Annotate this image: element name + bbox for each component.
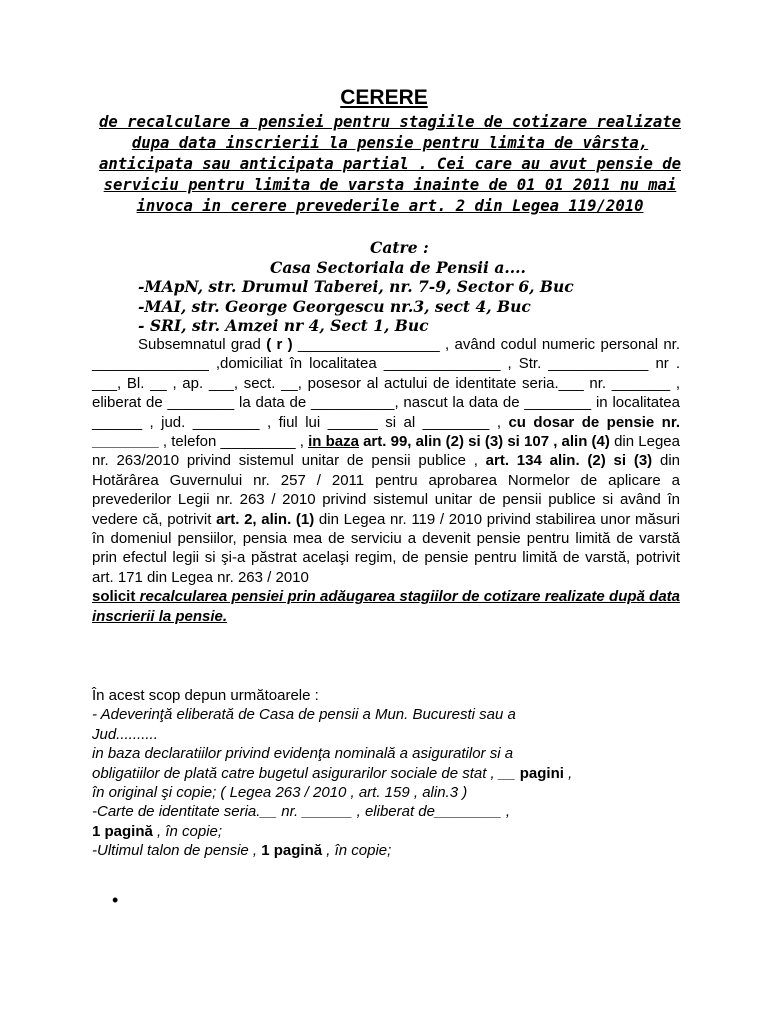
dosar-label: cu dosar de pensie nr. ________ [92, 413, 680, 451]
solicit-label: solicit [92, 588, 136, 606]
doc-obligatii [92, 764, 692, 783]
text-segment: _________________ , având codul numeric personal nr. ______________ ,domiciliat în localitatea ______________ , Str. ____________ nr . ___, Bl. __ , ap. ___, sect. __, posesor al actului de identitate seria.___ nr. _______ , eliberat de ________ la data de __________, nascut la data de ________ in localitatea ______ , jud. ________ , fiul lui ______ si al ________ , [92, 336, 681, 431]
doc-adeverinta-jud: Jud.......... [92, 725, 158, 743]
text-segment: , [563, 764, 573, 782]
text-segment: Subsemnatul grad [138, 336, 267, 353]
address-mai: -MAI, str. George Georgescu nr.3, sect 4, Buc [138, 296, 531, 316]
text-segment: , în copie; [322, 842, 392, 860]
recipient-block [0, 238, 768, 336]
art134-label: art. 134 alin. (2) si (3) [485, 452, 653, 470]
grad-label: ( r ) [266, 336, 293, 353]
in-baza-label: in baza [308, 433, 359, 451]
request-paragraph [92, 335, 680, 626]
pagina-label: 1 pagină [92, 822, 153, 840]
doc-declaratii: in baza declaratiilor privind evidenţa nominală a asiguratilor si a [92, 745, 514, 763]
pagini-label: pagini [519, 764, 564, 782]
bullet-point: • [112, 890, 119, 910]
doc-original-copie: în original şi copie; ( Legea 263 / 2010 , art. 159 , alin.3 ) [92, 784, 468, 802]
request-body [92, 335, 680, 626]
address-mapn: -MApN, str. Drumul Taberei, nr. 7-9, Sector 6, Buc [138, 277, 574, 296]
art2-label: art. 2, alin. (1) [216, 510, 315, 528]
doc-carte-identitate: -Carte de identitate seria.__ nr. ______ , eliberat de________ , [92, 803, 511, 821]
pagina-label: 1 pagină [261, 842, 323, 860]
doc-carte-pagina [92, 822, 692, 841]
document-subtitle: de recalculare a pensiei pentru stagiile de cotizare realizate dupa data inscrierii la pensie pentru limita de vârsta, anticipata sau anticipata partial . Cei care au avut pensie de serviciu pentru limita de varsta inainte de 01 01 2011 nu mai invoca in cerere prevederile art. 2 din Legea 119/2010 [98, 113, 682, 215]
text-segment: din Hotărârea Guvernului nr. 257 / 2011 pentru aprobarea Normelor de aplicare a prevederilor Legii nr. 263 / 2010 privind sistemul unitar de pensii publice si având în vedere că, potrivit [92, 452, 680, 528]
docs-intro: În acest scop depun următoarele : [92, 687, 319, 704]
text-segment: din Legea nr. 263/2010 privind sistemul unitar de pensii publice , [92, 433, 680, 470]
catre-label: Catre : [370, 238, 429, 257]
attached-documents [92, 686, 692, 861]
doc-talon-pensie [92, 841, 692, 860]
text-segment: din Legea nr. 119 / 2010 privind stabilirea unor măsuri în domeniul pensiilor, pensia mea de serviciu a devenit pensie pentru limită de varstă prin efectul legii si şi-a păstrat acelaşi regim, de pensie pentru limită de varstă, potrivit art. 171 din Legea nr. 263 / 2010 [92, 510, 680, 586]
address-sri: - SRI, str. Amzei nr 4, Sect 1, Buc [138, 316, 429, 335]
solicit-text: recalcularea pensiei prin adăugarea stagiilor de cotizare realizate după data inscrierii la pensie. [92, 588, 680, 625]
art99-label: art. 99, alin (2) si (3) si 107 , alin (4) [358, 433, 610, 451]
text-segment: , în copie; [152, 822, 223, 840]
text-segment: obligatiilor de plată catre bugetul asigurarilor sociale de stat , __ [92, 764, 520, 782]
document-title: CERERE [340, 86, 428, 109]
text-segment: , telefon _________ , [158, 433, 309, 451]
doc-adeverinta: - Adeverinţă eliberată de Casa de pensii a Mun. Bucuresti sau a [92, 706, 516, 724]
text-segment: -Ultimul talon de pensie , [92, 842, 262, 860]
casa-label: Casa Sectoriala de Pensii a.... [270, 257, 526, 277]
